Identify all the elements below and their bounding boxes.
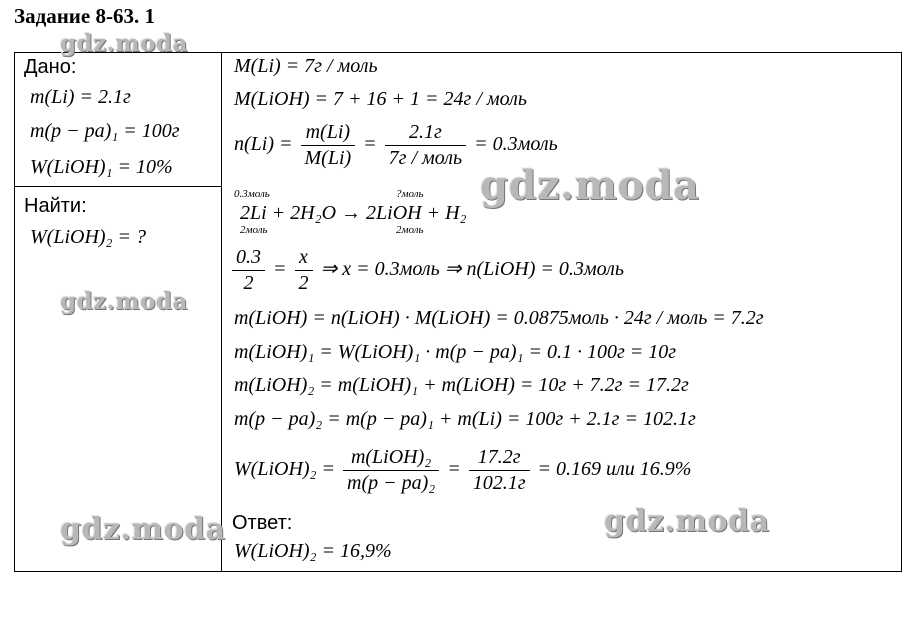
l10-fraction-1 [343,446,439,495]
reaction-left: 2Li + 2H₂O → [240,202,367,224]
solution-line-5 [232,246,624,295]
given-line-3: W(LiOH)₁ = 10% [30,156,173,178]
l10-f1-den: m(p − pa)₂ [347,472,436,494]
solution-line-10 [234,446,691,495]
l10-f2-den: 102.1г [472,472,526,494]
l5-fraction-2 [295,246,313,295]
l3-f2-num: 2.1г [385,121,466,146]
l3-f1-num: m(Li) [301,121,356,146]
reaction-below-lioh: 2моль [396,224,424,236]
l10-f2-num: 17.2г [469,446,530,471]
reaction-equation [240,202,466,225]
reaction-above-lioh: ?моль [396,188,424,200]
watermark-bottom-left: gdz.moda [60,512,226,547]
l5-f1-num: 0.3 [232,246,265,271]
answer-label: Ответ: [232,512,293,534]
l10-eq: = [447,458,461,481]
reaction-above-li: 0.3моль [234,188,270,200]
watermark-top-left: gdz.moda [60,30,188,57]
l5-rest: ⇒ x = 0.3моль ⇒ n(LiOH) = 0.3моль [320,258,624,281]
given-line-1: m(Li) = 2.1г [30,86,131,108]
l10-rhs: = 0.169 или 16.9% [537,458,692,481]
reaction-right: 2LiOH + H₂ [366,202,467,224]
table-column-divider [221,52,222,572]
l3-lhs: n(Li) = [234,133,293,156]
find-line: W(LiOH)₂ = ? [30,226,146,248]
l5-fraction-1 [232,246,265,295]
l10-fraction-2 [469,446,530,495]
solution-line-2: M(LiOH) = 7 + 16 + 1 = 24г / моль [234,88,527,110]
task-title: Задание 8-63. 1 [14,4,155,28]
answer-line: W(LiOH)₂ = 16,9% [234,540,392,562]
l3-fraction-2 [385,121,466,170]
table-right-border [901,52,902,572]
l10-f1-num: m(LiOH)₂ [343,446,439,471]
l5-f1-den: 2 [243,272,254,294]
l3-rhs: = 0.3моль [474,133,558,156]
solution-line-8: m(LiOH)₂ = m(LiOH)₁ + m(LiOH) = 10г + 7.2г = 17.2г [234,374,689,396]
l3-fraction-1 [301,121,356,170]
l5-f2-den: 2 [298,272,309,294]
watermark-left-middle: gdz.moda [60,288,188,315]
l3-f2-den: 7г / моль [388,147,463,169]
reaction-below-li: 2моль [240,224,268,236]
given-find-divider [14,186,222,187]
l10-lhs: W(LiOH)₂ = [234,458,335,481]
l3-eq: = [363,133,377,156]
find-label: Найти: [24,195,87,217]
solution-line-9: m(p − pa)₂ = m(p − pa)₁ + m(Li) = 100г + 2.1г = 102.1г [234,408,696,430]
table-bottom-border [14,571,902,572]
l5-eq: = [273,258,287,281]
given-line-2: m(p − pa)₁ = 100г [30,120,180,142]
watermark-bottom-right: gdz.moda [604,504,770,539]
given-label: Дано: [24,56,77,78]
table-left-border [14,52,15,572]
l5-f2-num: x [295,246,313,271]
solution-line-6: m(LiOH) = n(LiOH) · M(LiOH) = 0.0875моль · 24г / моль = 7.2г [234,307,764,329]
solution-line-7: m(LiOH)₁ = W(LiOH)₁ · m(p − pa)₁ = 0.1 · 100г = 10г [234,341,677,363]
l3-f1-den: M(Li) [304,147,352,169]
solution-line-1: M(Li) = 7г / моль [234,55,378,77]
watermark-center: gdz.moda [480,162,700,209]
